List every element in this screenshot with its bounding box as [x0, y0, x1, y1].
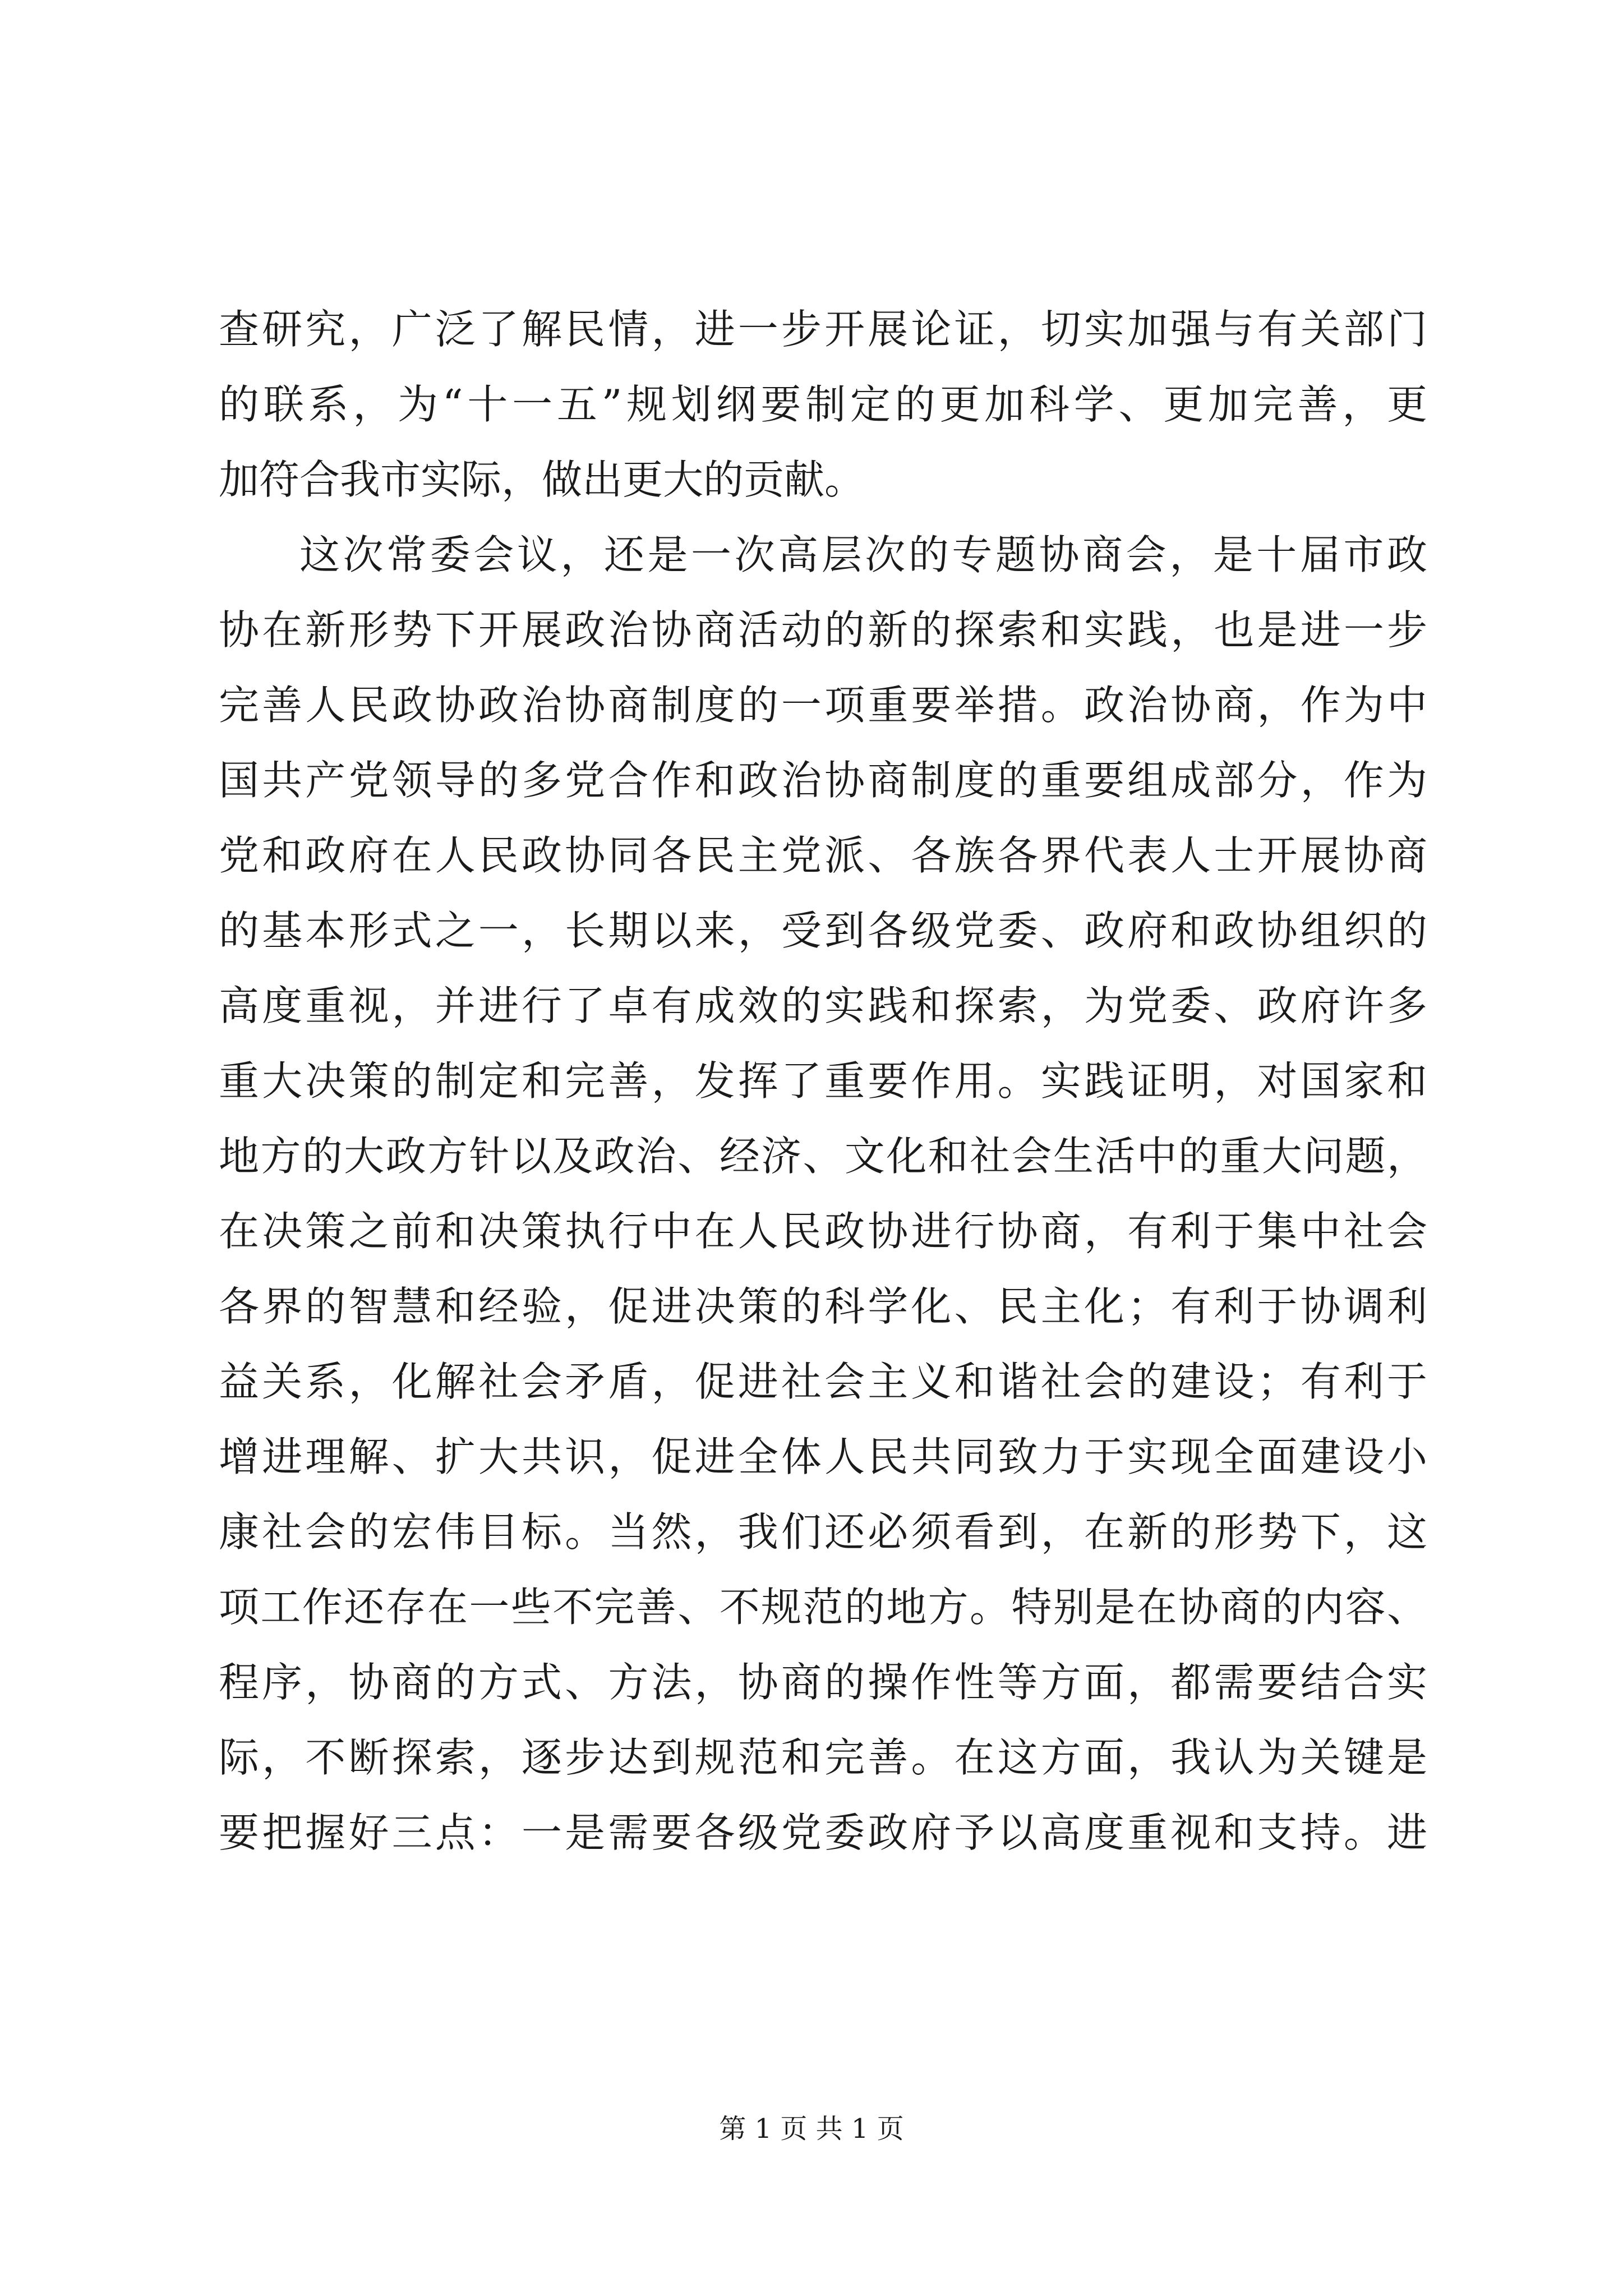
text-line: 地方的大政方针以及政治、经济、文化和社会生活中的重大问题，	[219, 1133, 1427, 1180]
text-line: 协在新形势下开展政治协商活动的新的探索和实践，也是进一步	[219, 606, 1427, 654]
text-line: 各界的智慧和经验，促进决策的科学化、民主化；有利于协调利	[219, 1283, 1427, 1330]
text-line: 益关系，化解社会矛盾，促进社会主义和谐社会的建设；有利于	[219, 1358, 1427, 1405]
text-line: 高度重视，并进行了卓有成效的实践和探索，为党委、政府许多	[219, 982, 1427, 1029]
text-line: 党和政府在人民政协同各民主党派、各族各界代表人士开展协商	[219, 832, 1427, 879]
text-line: 的联系，为“十一五”规划纲要制定的更加科学、更加完善，更	[219, 381, 1427, 428]
paragraph-first-line: 这次常委会议，还是一次高层次的专题协商会，是十届市政	[299, 531, 1427, 578]
text-line: 查研究，广泛了解民情，进一步开展论证，切实加强与有关部门	[219, 306, 1427, 353]
text-line: 加符合我市实际，做出更大的贡献。	[219, 456, 865, 503]
text-line: 国共产党领导的多党合作和政治协商制度的重要组成部分，作为	[219, 757, 1427, 804]
text-line: 的基本形式之一，长期以来，受到各级党委、政府和政协组织的	[219, 907, 1427, 954]
text-line: 要把握好三点：一是需要各级党委政府予以高度重视和支持。进	[219, 1809, 1427, 1856]
body-text	[219, 292, 1427, 1870]
text-line: 在决策之前和决策执行中在人民政协进行协商，有利于集中社会	[219, 1208, 1427, 1255]
text-line: 项工作还存在一些不完善、不规范的地方。特别是在协商的内容、	[219, 1584, 1427, 1631]
text-line: 程序，协商的方式、方法，协商的操作性等方面，都需要结合实	[219, 1659, 1427, 1706]
text-line: 际，不断探索，逐步达到规范和完善。在这方面，我认为关键是	[219, 1734, 1427, 1781]
text-line: 康社会的宏伟目标。当然，我们还必须看到，在新的形势下，这	[219, 1508, 1427, 1556]
text-line: 重大决策的制定和完善，发挥了重要作用。实践证明，对国家和	[219, 1057, 1427, 1105]
text-line: 完善人民政协政治协商制度的一项重要举措。政治协商，作为中	[219, 682, 1427, 729]
text-line: 增进理解、扩大共识，促进全体人民共同致力于实现全面建设小	[219, 1433, 1427, 1480]
page-number-footer: 第 1 页 共 1 页	[719, 2113, 904, 2145]
